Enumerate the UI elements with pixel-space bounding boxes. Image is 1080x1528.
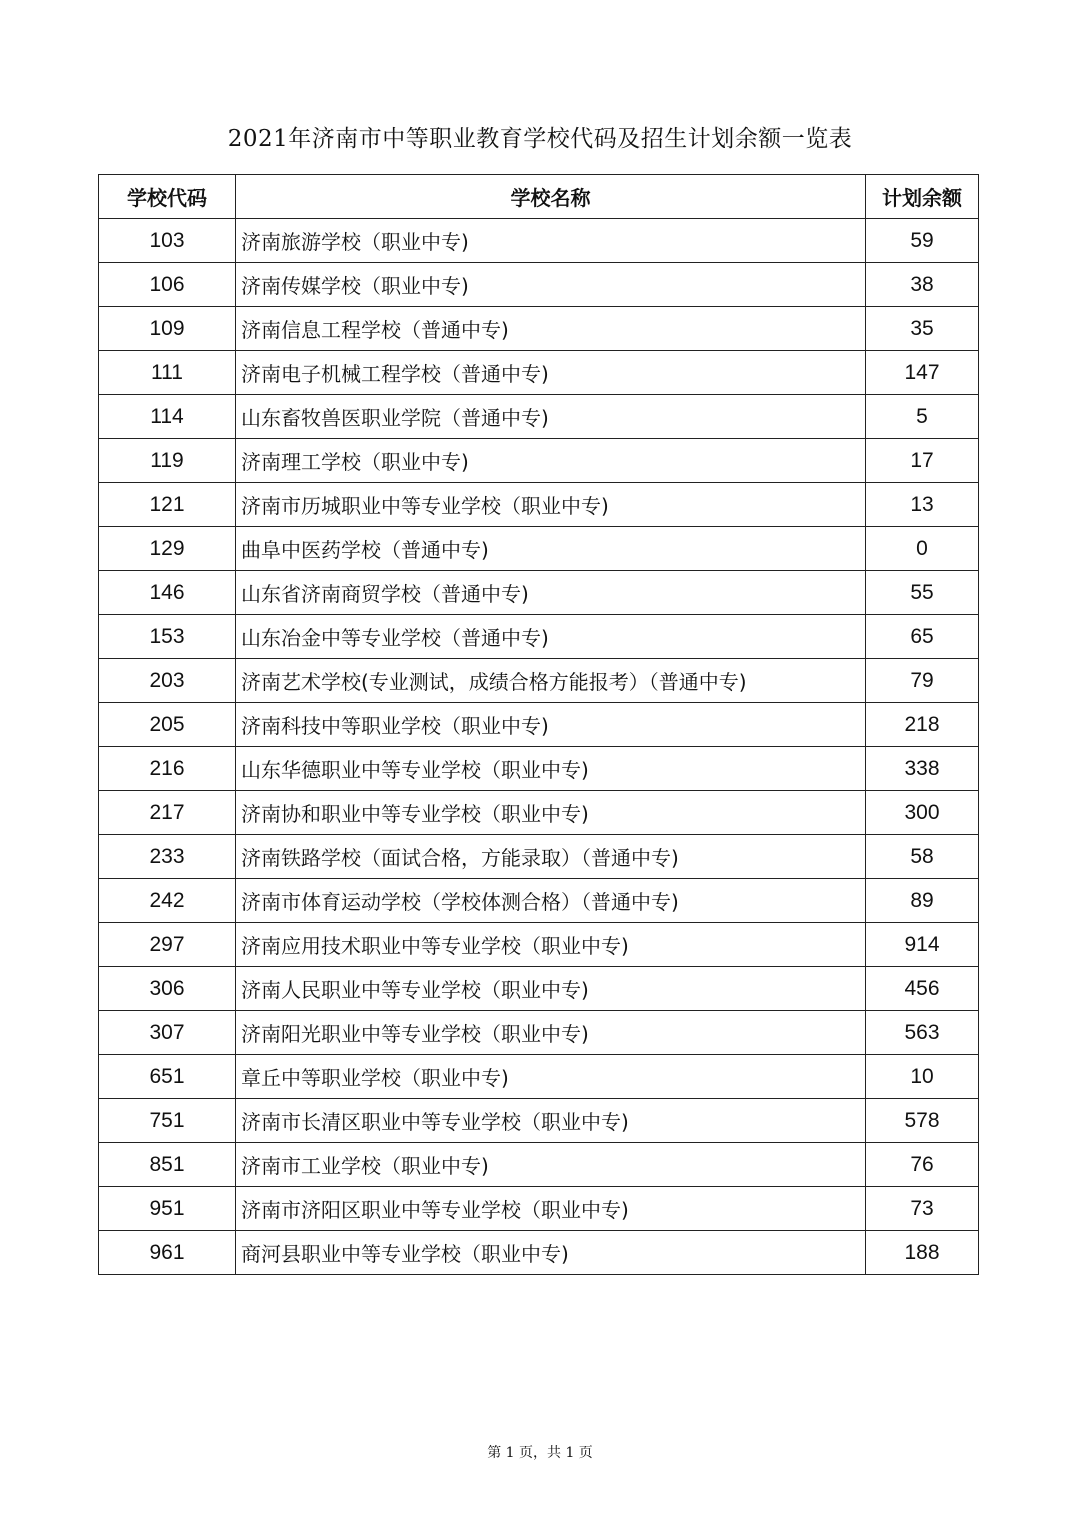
school-code-cell: 751: [99, 1099, 236, 1143]
school-name-cell: 山东畜牧兽医职业学院（普通中专): [236, 395, 866, 439]
school-name-cell: 济南市长清区职业中等专业学校（职业中专): [236, 1099, 866, 1143]
school-name-cell: 山东华德职业中等专业学校（职业中专): [236, 747, 866, 791]
school-code-cell: 129: [99, 527, 236, 571]
table-header-row: [99, 175, 979, 219]
table-row: [99, 351, 979, 395]
table-row: [99, 439, 979, 483]
school-code-cell: 119: [99, 439, 236, 483]
remaining-quota-cell: 456: [866, 967, 979, 1011]
table-row: [99, 747, 979, 791]
remaining-quota-cell: 89: [866, 879, 979, 923]
school-code-cell: 307: [99, 1011, 236, 1055]
remaining-quota-cell: 59: [866, 219, 979, 263]
school-code-cell: 651: [99, 1055, 236, 1099]
table-row: [99, 1187, 979, 1231]
school-code-cell: 961: [99, 1231, 236, 1275]
remaining-quota-cell: 338: [866, 747, 979, 791]
school-name-cell: 济南信息工程学校（普通中专): [236, 307, 866, 351]
school-code-cell: 203: [99, 659, 236, 703]
table-row: [99, 615, 979, 659]
school-code-cell: 106: [99, 263, 236, 307]
table-row: [99, 483, 979, 527]
school-code-cell: 217: [99, 791, 236, 835]
school-code-cell: 103: [99, 219, 236, 263]
remaining-quota-cell: 300: [866, 791, 979, 835]
school-name-cell: 济南市历城职业中等专业学校（职业中专): [236, 483, 866, 527]
table-row: [99, 967, 979, 1011]
remaining-quota-cell: 218: [866, 703, 979, 747]
enrollment-plan-table: [98, 174, 979, 1275]
table-row: [99, 395, 979, 439]
school-name-cell: 曲阜中医药学校（普通中专): [236, 527, 866, 571]
school-code-cell: 121: [99, 483, 236, 527]
table-body: [99, 219, 979, 1275]
school-name-cell: 商河县职业中等专业学校（职业中专): [236, 1231, 866, 1275]
school-code-cell: 114: [99, 395, 236, 439]
school-name-cell: 济南市工业学校（职业中专): [236, 1143, 866, 1187]
school-name-cell: 济南科技中等职业学校（职业中专): [236, 703, 866, 747]
school-code-cell: 109: [99, 307, 236, 351]
remaining-quota-cell: 563: [866, 1011, 979, 1055]
school-code-cell: 216: [99, 747, 236, 791]
remaining-quota-cell: 578: [866, 1099, 979, 1143]
school-name-cell: 济南市体育运动学校（学校体测合格）（普通中专): [236, 879, 866, 923]
header-school-name: 学校名称: [236, 175, 866, 219]
table-row: [99, 923, 979, 967]
school-code-cell: 242: [99, 879, 236, 923]
school-name-cell: 山东冶金中等专业学校（普通中专): [236, 615, 866, 659]
remaining-quota-cell: 55: [866, 571, 979, 615]
table-row: [99, 1231, 979, 1275]
header-remaining-quota: 计划余额: [866, 175, 979, 219]
school-name-cell: 济南理工学校（职业中专): [236, 439, 866, 483]
header-school-code: 学校代码: [99, 175, 236, 219]
remaining-quota-cell: 79: [866, 659, 979, 703]
remaining-quota-cell: 35: [866, 307, 979, 351]
school-name-cell: 济南传媒学校（职业中专): [236, 263, 866, 307]
school-code-cell: 306: [99, 967, 236, 1011]
school-code-cell: 951: [99, 1187, 236, 1231]
school-name-cell: 济南应用技术职业中等专业学校（职业中专): [236, 923, 866, 967]
remaining-quota-cell: 914: [866, 923, 979, 967]
school-name-cell: 济南阳光职业中等专业学校（职业中专): [236, 1011, 866, 1055]
school-name-cell: 济南协和职业中等专业学校（职业中专): [236, 791, 866, 835]
remaining-quota-cell: 73: [866, 1187, 979, 1231]
remaining-quota-cell: 58: [866, 835, 979, 879]
table-row: [99, 571, 979, 615]
school-name-cell: 济南市济阳区职业中等专业学校（职业中专): [236, 1187, 866, 1231]
school-name-cell: 济南艺术学校(专业测试，成绩合格方能报考）（普通中专): [236, 659, 866, 703]
table-row: [99, 1099, 979, 1143]
table-row: [99, 307, 979, 351]
remaining-quota-cell: 188: [866, 1231, 979, 1275]
table-row: [99, 835, 979, 879]
table-row: [99, 659, 979, 703]
page-title: 2021年济南市中等职业教育学校代码及招生计划余额一览表: [227, 126, 853, 152]
school-name-cell: 济南电子机械工程学校（普通中专): [236, 351, 866, 395]
school-name-cell: 济南铁路学校（面试合格，方能录取）（普通中专): [236, 835, 866, 879]
table-row: [99, 219, 979, 263]
school-name-cell: 济南人民职业中等专业学校（职业中专): [236, 967, 866, 1011]
school-name-cell: 章丘中等职业学校（职业中专): [236, 1055, 866, 1099]
school-code-cell: 205: [99, 703, 236, 747]
remaining-quota-cell: 38: [866, 263, 979, 307]
school-code-cell: 111: [99, 351, 236, 395]
table-row: [99, 1055, 979, 1099]
table-row: [99, 263, 979, 307]
school-name-cell: 山东省济南商贸学校（普通中专): [236, 571, 866, 615]
table-row: [99, 1011, 979, 1055]
remaining-quota-cell: 17: [866, 439, 979, 483]
table-row: [99, 879, 979, 923]
table-row: [99, 703, 979, 747]
school-code-cell: 851: [99, 1143, 236, 1187]
page-footer: 第 1 页，共 1 页: [487, 1445, 593, 1461]
school-code-cell: 297: [99, 923, 236, 967]
remaining-quota-cell: 65: [866, 615, 979, 659]
table-row: [99, 1143, 979, 1187]
remaining-quota-cell: 0: [866, 527, 979, 571]
school-name-cell: 济南旅游学校（职业中专): [236, 219, 866, 263]
table-row: [99, 791, 979, 835]
school-code-cell: 153: [99, 615, 236, 659]
school-code-cell: 233: [99, 835, 236, 879]
remaining-quota-cell: 5: [866, 395, 979, 439]
remaining-quota-cell: 10: [866, 1055, 979, 1099]
remaining-quota-cell: 13: [866, 483, 979, 527]
table-row: [99, 527, 979, 571]
remaining-quota-cell: 76: [866, 1143, 979, 1187]
remaining-quota-cell: 147: [866, 351, 979, 395]
school-code-cell: 146: [99, 571, 236, 615]
